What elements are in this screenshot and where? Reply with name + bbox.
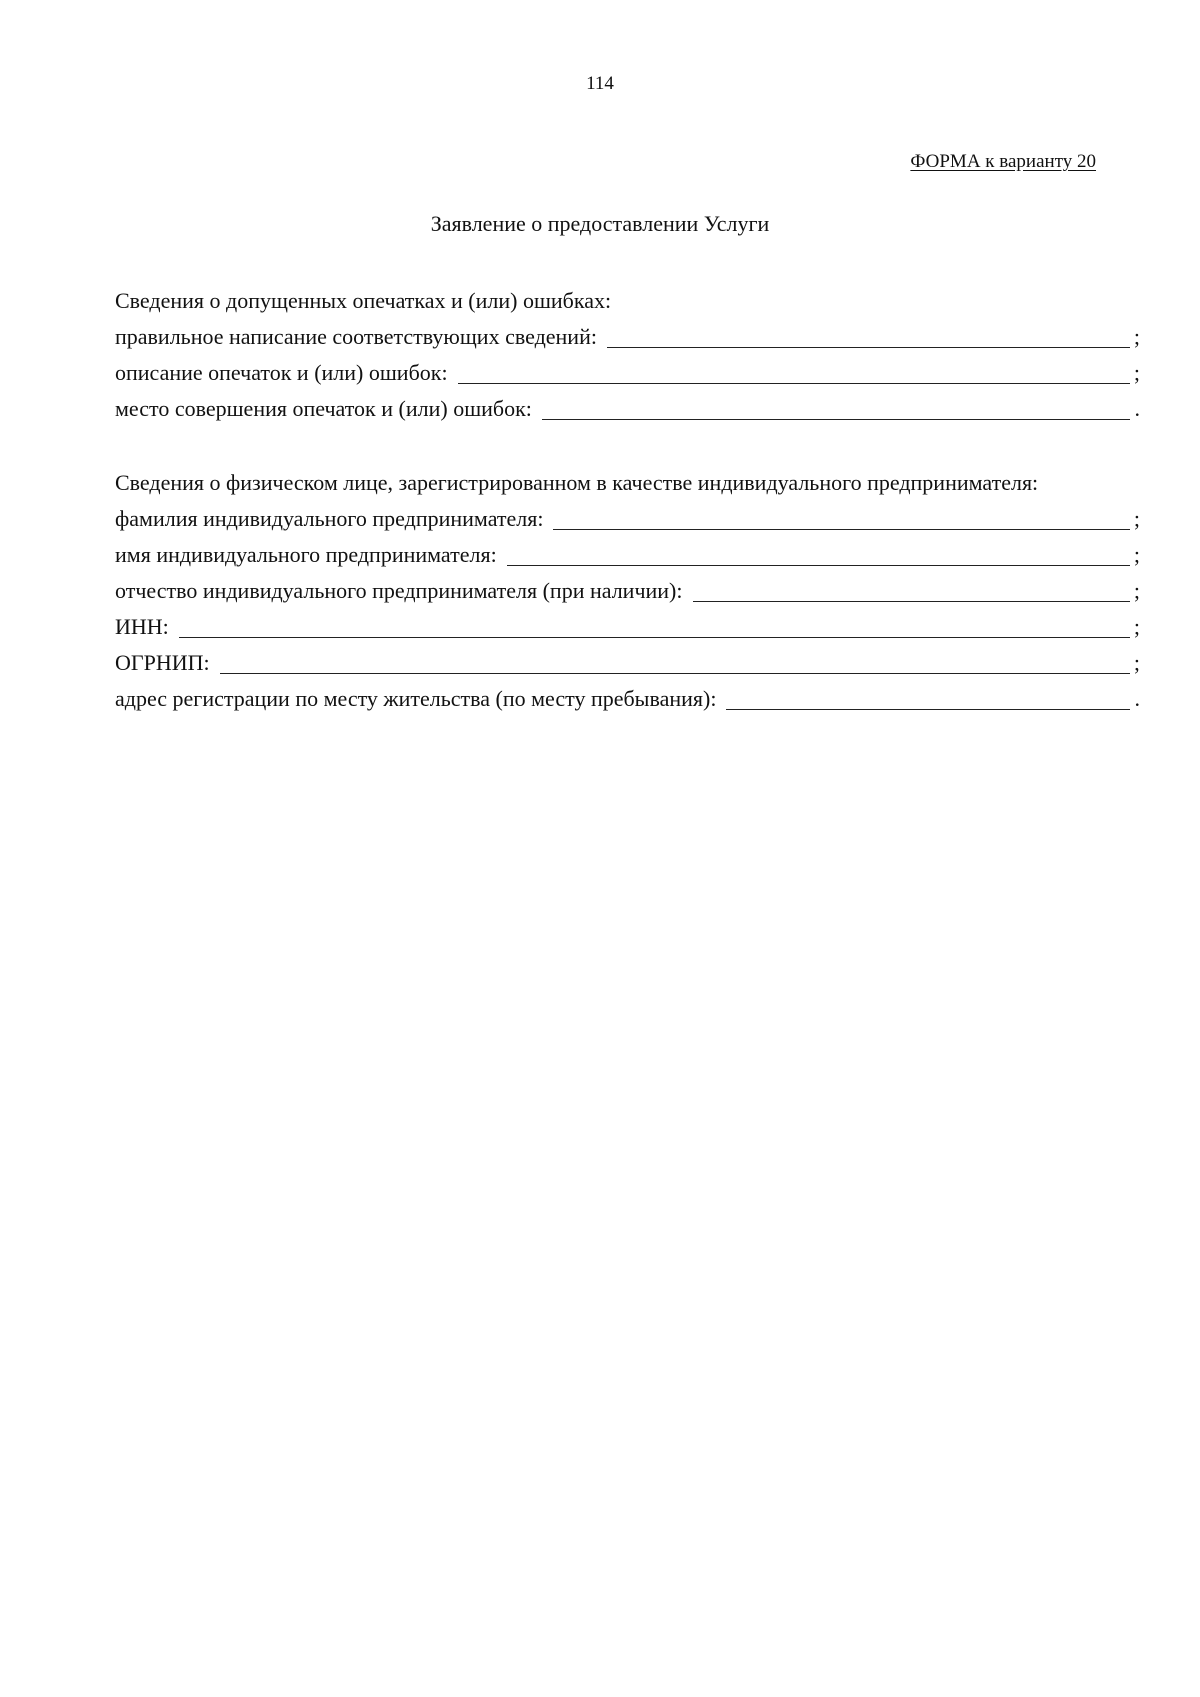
field-end-mark: . — [1134, 686, 1140, 711]
field-label: адрес регистрации по месту жительства (по месту пребывания): — [115, 686, 717, 711]
field-first-name — [115, 537, 1140, 573]
errors-section-heading — [115, 283, 1140, 319]
field-end-mark: ; — [1133, 650, 1140, 675]
form-reference: ФОРМА к варианту 20 — [910, 151, 1096, 172]
field-blank-correct-spelling[interactable] — [607, 346, 1130, 348]
field-label: ИНН: — [115, 614, 169, 639]
field-error-location — [115, 391, 1140, 427]
field-blank-inn[interactable] — [179, 636, 1130, 638]
entrepreneur-section — [115, 465, 1140, 717]
field-inn — [115, 609, 1140, 645]
field-label: ОГРНИП: — [115, 650, 210, 675]
field-end-mark: ; — [1133, 360, 1140, 385]
field-blank-error-description[interactable] — [458, 382, 1130, 384]
field-ogrnip — [115, 645, 1140, 681]
field-blank-first-name[interactable] — [507, 564, 1130, 566]
field-surname — [115, 501, 1140, 537]
field-blank-error-location[interactable] — [542, 418, 1130, 420]
field-label: правильное написание соответствующих сведений: — [115, 324, 597, 349]
field-correct-spelling — [115, 319, 1140, 355]
field-label: имя индивидуального предпринимателя: — [115, 542, 497, 567]
field-label: место совершения опечаток и (или) ошибок: — [115, 396, 532, 421]
field-end-mark: ; — [1133, 506, 1140, 531]
field-label: отчество индивидуального предпринимателя (при наличии): — [115, 578, 683, 603]
page-number: 114 — [586, 73, 614, 94]
field-end-mark: ; — [1133, 324, 1140, 349]
section-heading: Сведения о допущенных опечатках и (или) ошибках: — [115, 288, 612, 313]
field-blank-patronymic[interactable] — [693, 600, 1131, 602]
field-end-mark: . — [1134, 396, 1140, 421]
field-error-description — [115, 355, 1140, 391]
field-patronymic — [115, 573, 1140, 609]
entrepreneur-section-heading — [115, 465, 1140, 501]
section-heading: Сведения о физическом лице, зарегистрированном в качестве индивидуального предпринимателя: — [115, 470, 1039, 495]
field-blank-ogrnip[interactable] — [220, 672, 1130, 674]
field-blank-surname[interactable] — [553, 528, 1130, 530]
field-end-mark: ; — [1133, 614, 1140, 639]
field-registration-address — [115, 681, 1140, 717]
field-end-mark: ; — [1133, 578, 1140, 603]
field-label: фамилия индивидуального предпринимателя: — [115, 506, 544, 531]
field-blank-registration-address[interactable] — [726, 708, 1130, 710]
field-end-mark: ; — [1133, 542, 1140, 567]
field-label: описание опечаток и (или) ошибок: — [115, 360, 448, 385]
errors-section — [115, 283, 1140, 427]
document-title: Заявление о предоставлении Услуги — [430, 211, 770, 236]
